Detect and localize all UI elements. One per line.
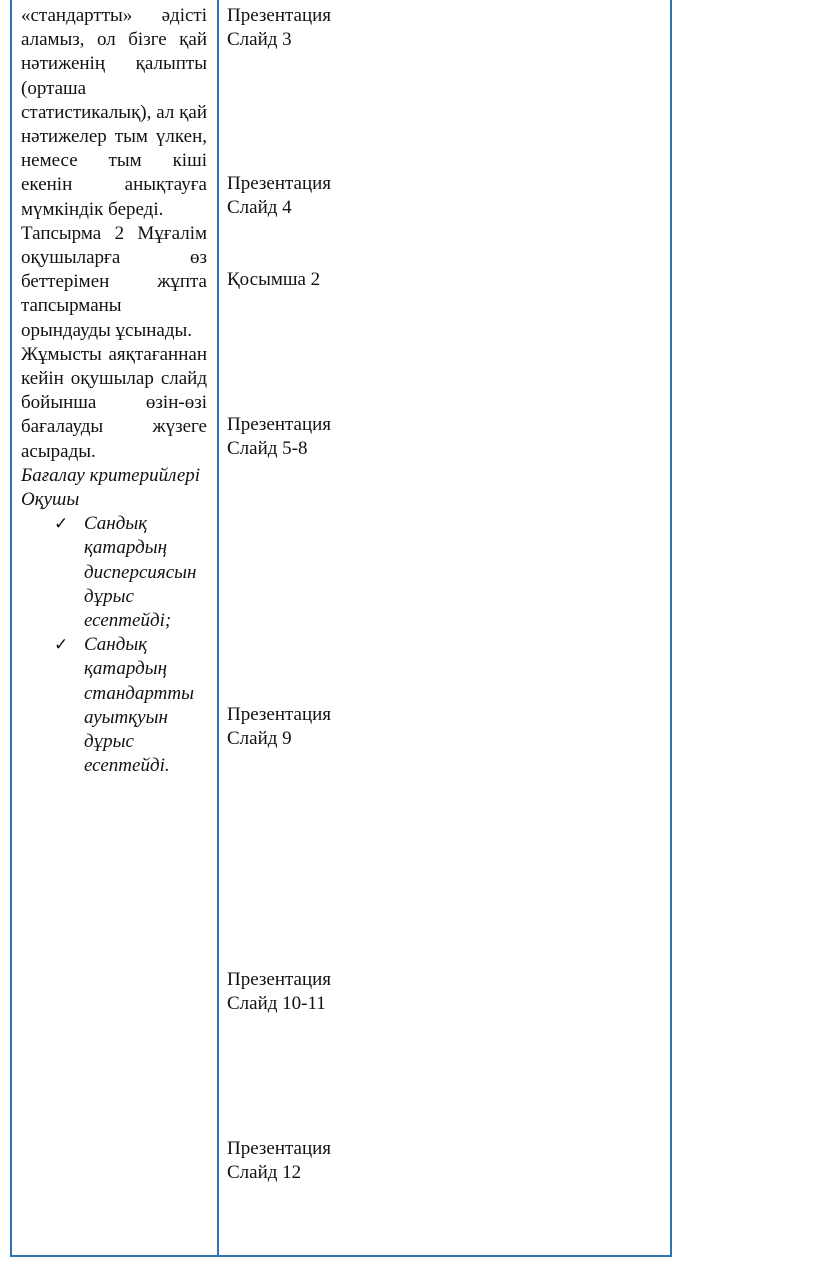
resource-title: Презентация: [227, 969, 332, 990]
checkmark-icon: ✓: [54, 514, 69, 535]
lesson-table: [10, 0, 672, 1257]
resource-title: Презентация: [227, 5, 332, 26]
criteria-item-text: Сандық қатардың дисперсиясын дұрыс есептейді;: [84, 513, 197, 632]
list-item: [21, 512, 207, 633]
resource-slide: Слайд 5-8: [227, 438, 308, 460]
paragraph-method: «стандартты» әдісті аламыз, ол бізге қай нәтиженің қалыпты (орташа статистикалық), ал қай нәтижелер тым үлкен, немесе тым кіші екенін анықтауға мүмкіндік береді.: [21, 5, 207, 220]
list-item: [21, 633, 207, 778]
resource-title: Қосымша 2: [227, 269, 321, 290]
resource-slide: Слайд 12: [227, 1162, 302, 1184]
paragraph-self-assessment: Жұмысты аяқтағаннан кейін оқушылар слайд бойынша өзін-өзі бағалауды жүзеге асырады.: [21, 343, 207, 462]
criteria-title: Бағалау критерийлері: [21, 464, 201, 486]
criteria-subtitle: Оқушы: [21, 489, 80, 511]
resource-title: Презентация: [227, 1138, 332, 1159]
activity-column: [21, 4, 207, 779]
checkmark-icon: ✓: [54, 635, 69, 656]
resource-entry: [227, 268, 320, 292]
resource-slide: Слайд 9: [227, 728, 292, 750]
criteria-list: [21, 512, 207, 778]
resource-title: Презентация: [227, 414, 332, 435]
resource-slide: Слайд 3: [227, 29, 292, 51]
paragraph-task-2: Тапсырма 2 Мұғалім оқушыларға өз беттерімен жұпта тапсырманы орындауды ұсынады.: [21, 222, 207, 341]
criteria-item-text: Сандық қатардың стандартты ауытқуын дұрыс есептейді.: [84, 634, 194, 777]
resource-entry: [227, 1137, 331, 1185]
resource-title: Презентация: [227, 704, 332, 725]
column-divider: [217, 0, 219, 1255]
resource-title: Презентация: [227, 173, 332, 194]
resource-slide: Слайд 4: [227, 197, 292, 219]
resource-entry: [227, 172, 331, 220]
resource-entry: [227, 703, 331, 751]
resource-entry: [227, 4, 331, 52]
resource-entry: [227, 413, 331, 461]
resource-entry: [227, 968, 331, 1016]
resource-slide: Слайд 10-11: [227, 993, 326, 1015]
